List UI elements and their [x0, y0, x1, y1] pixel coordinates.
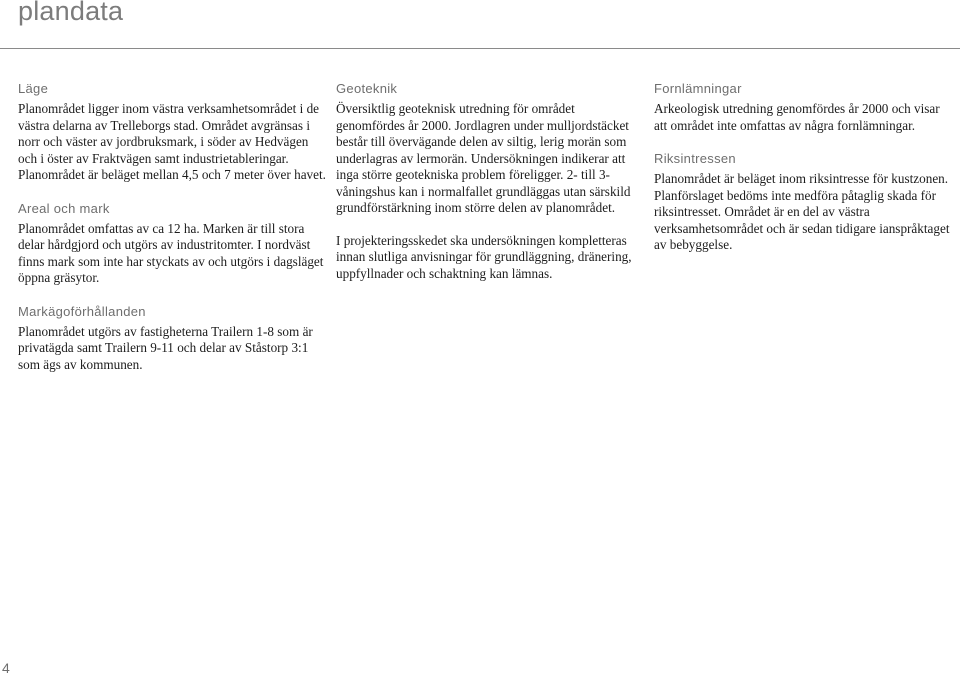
- section-markagoforhallanden: [18, 303, 328, 374]
- section-heading-areal: Areal och mark: [18, 200, 110, 216]
- page-header: [0, 0, 960, 49]
- section-body-lage: Planområdet ligger inom västra verksamhetsområdet i de västra delarna av Trelleborgs stad. Området avgränsas i norr och väster av jordbruksmark, i söder av Hedvägen och i öster av Fraktvägen samt industrietableringar. Planområdet är beläget mellan 4,5 och 7 meter över havet.: [18, 101, 326, 182]
- section-heading-geoteknik: Geoteknik: [336, 81, 398, 96]
- section-body-areal: Planområdet omfattas av ca 12 ha. Marken är till stora delar hårdgjord och utgörs av industritomter. I nordväst finns mark som inte har styckats av och utgörs i dagsläget öppna gräsytor.: [18, 220, 324, 285]
- section-fornlamningar: [654, 80, 954, 134]
- section-body-fornlamningar: Arkeologisk utredning genomfördes år 2000 och visar att området inte omfattas av några fornlämningar.: [654, 101, 940, 133]
- section-heading-lage: Läge: [18, 81, 49, 96]
- section-body-markagoforhallanden: Planområdet utgörs av fastigheterna Trailern 1-8 som är privatägda samt Trailern 9-11 och delar av Ståstorp 3:1 som ägs av kommunen.: [18, 323, 313, 372]
- section-heading-fornlamningar: Fornlämningar: [654, 81, 742, 96]
- section-geoteknik: [336, 80, 646, 282]
- section-heading-riksintressen: Riksintressen: [654, 151, 736, 166]
- section-areal: [18, 200, 328, 287]
- column-middle: [336, 80, 646, 298]
- column-right: [654, 80, 954, 270]
- section-heading-markagoforhallanden: Markägoförhållanden: [18, 303, 146, 319]
- section-body-riksintressen: Planområdet är beläget inom riksintresse för kustzonen. Planförslaget bedöms inte medföra påtaglig skada för riksintresset. Området är en del av västra verksamhetsområdet och är sedan tidigare ianspråktaget av bebyggelse.: [654, 171, 950, 252]
- section-lage: [18, 80, 328, 184]
- section-riksintressen: [654, 150, 954, 254]
- page-title: plandata: [18, 0, 124, 26]
- page-number: 4: [2, 660, 10, 676]
- column-left: [18, 80, 328, 389]
- section-body-geoteknik-2: I projekteringsskedet ska undersökningen kompletteras innan slutliga anvisningar för grundläggning, dränering, uppfyllnader och schaktning kan lämnas.: [336, 232, 632, 281]
- section-body-geoteknik-1: Översiktlig geoteknisk utredning för området genomfördes år 2000. Jordlagren under mulljordstäcket består till övervägande delen av siltig, lerig morän som underlagras av lermorän. Undersökningen indikerar att inga större geotekniska problem föreligger. 2- till 3-våningshus kan i normalfallet grundläggas utan särskild grundförstärkning inom större delen av planområdet.: [336, 101, 631, 215]
